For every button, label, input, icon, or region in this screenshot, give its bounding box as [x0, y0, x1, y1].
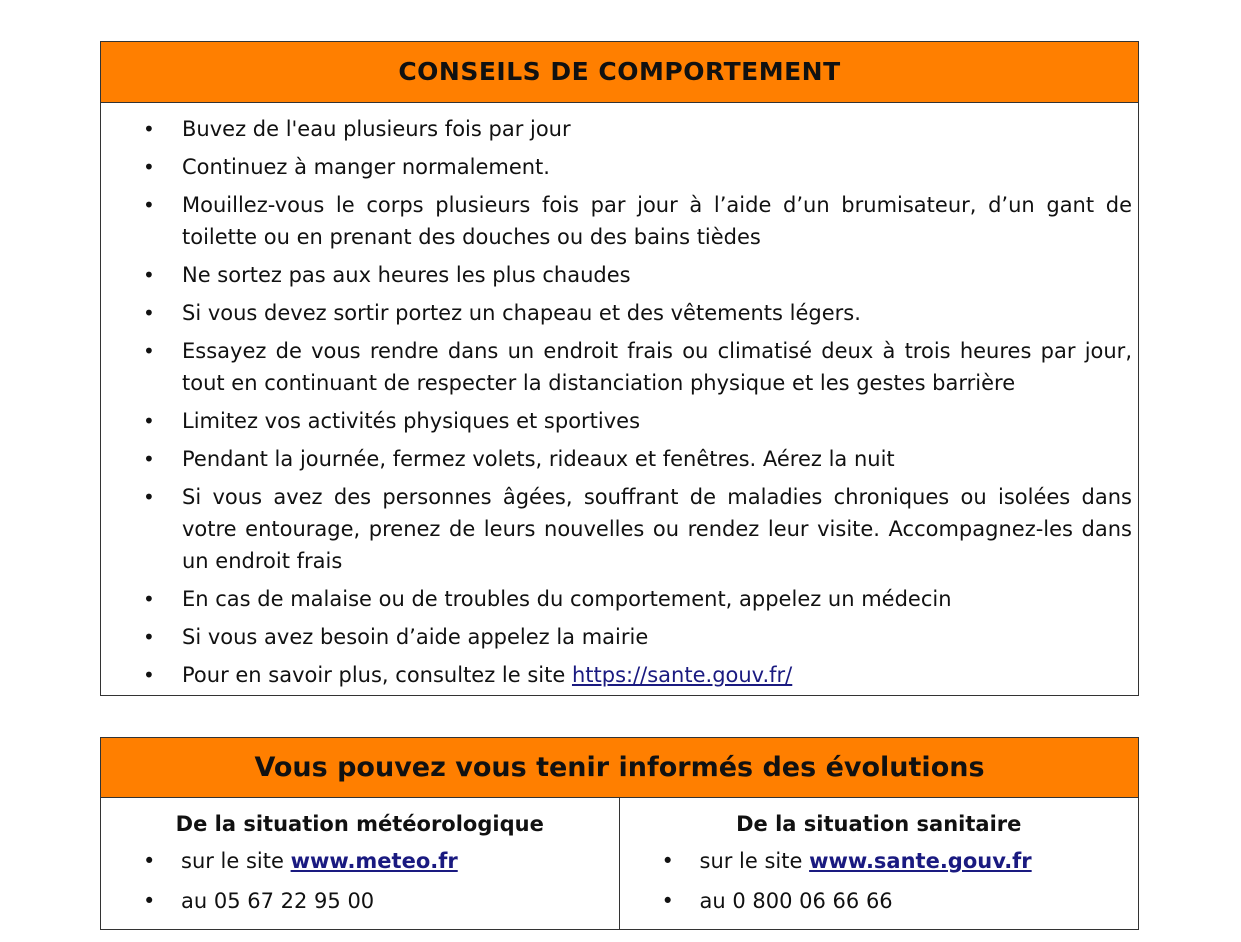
advice-text: Pour en savoir plus, consultez le site	[182, 663, 572, 687]
list-item	[101, 259, 1132, 291]
list-item	[101, 113, 1132, 145]
infos-box	[100, 737, 1139, 930]
bullet-icon: •	[143, 301, 155, 325]
infos-columns	[101, 798, 1138, 930]
conseils-title: CONSEILS DE COMPORTEMENT	[101, 42, 1138, 103]
bullet-icon: •	[143, 409, 155, 433]
list-item	[101, 886, 619, 916]
bullet-icon: •	[661, 889, 674, 913]
sante-link[interactable]: https://sante.gouv.fr/	[571, 663, 793, 687]
advice-text: Si vous devez sortir portez un chapeau et des vêtements légers.	[182, 301, 861, 325]
bullet-icon: •	[143, 447, 155, 471]
advice-text: En cas de malaise ou de troubles du comportement, appelez un médecin	[182, 587, 952, 611]
meteo-phone: au 05 67 22 95 00	[181, 889, 375, 913]
list-item	[101, 151, 1132, 183]
meteo-column	[101, 798, 620, 930]
bullet-icon: •	[143, 117, 155, 141]
list-item	[101, 443, 1132, 475]
sanitaire-phone: au 0 800 06 66 66	[699, 889, 893, 913]
conseils-list	[101, 103, 1138, 691]
list-item	[620, 886, 1139, 916]
advice-text: Buvez de l'eau plusieurs fois par jour	[182, 117, 571, 141]
list-item	[101, 481, 1132, 577]
list-item	[101, 297, 1132, 329]
meteo-contacts	[101, 846, 619, 916]
advice-text: Essayez de vous rendre dans un endroit frais ou climatisé deux à trois heures par jour, tout en continuant de respecter la distanciation physique et les gestes barrière	[182, 339, 1132, 395]
infos-title: Vous pouvez vous tenir informés des évolutions	[101, 738, 1138, 798]
bullet-icon: •	[143, 193, 155, 217]
advice-text: Continuez à manger normalement.	[182, 155, 550, 179]
advice-text: Limitez vos activités physiques et sportives	[182, 409, 641, 433]
list-item	[101, 405, 1132, 437]
site-prefix: sur le site	[699, 849, 810, 873]
sanitaire-column	[620, 798, 1139, 930]
list-item	[101, 659, 1132, 691]
bullet-icon: •	[143, 485, 155, 509]
advice-text: Pendant la journée, fermez volets, rideaux et fenêtres. Aérez la nuit	[182, 447, 895, 471]
site-prefix: sur le site	[181, 849, 291, 873]
bullet-icon: •	[661, 849, 674, 873]
list-item	[101, 621, 1132, 653]
conseils-box	[100, 41, 1139, 696]
advice-text: Si vous avez des personnes âgées, souffrant de maladies chroniques ou isolées dans votre entourage, prenez de leurs nouvelles ou rendez leur visite. Accompagnez-les dans un endroit frais	[182, 485, 1132, 573]
meteo-heading: De la situation météorologique	[175, 812, 544, 836]
bullet-icon: •	[143, 625, 155, 649]
list-item	[101, 583, 1132, 615]
list-item	[101, 846, 619, 876]
advice-text: Si vous avez besoin d’aide appelez la mairie	[182, 625, 649, 649]
bullet-icon: •	[143, 663, 155, 687]
advice-text: Mouillez-vous le corps plusieurs fois par jour à l’aide d’un brumisateur, d’un gant de toilette ou en prenant des douches ou des bains tièdes	[182, 193, 1132, 249]
list-item	[101, 189, 1132, 253]
bullet-icon: •	[143, 849, 156, 873]
sante-site-link[interactable]: www.sante.gouv.fr	[809, 849, 1032, 873]
advice-text: Ne sortez pas aux heures les plus chaudes	[182, 263, 631, 287]
bullet-icon: •	[143, 889, 156, 913]
bullet-icon: •	[143, 155, 155, 179]
list-item	[620, 846, 1139, 876]
meteo-link[interactable]: www.meteo.fr	[290, 849, 458, 873]
bullet-icon: •	[143, 263, 155, 287]
bullet-icon: •	[143, 587, 155, 611]
list-item	[101, 335, 1132, 399]
sanitaire-heading: De la situation sanitaire	[736, 812, 1022, 836]
sanitaire-contacts	[620, 846, 1139, 916]
bullet-icon: •	[143, 339, 155, 363]
